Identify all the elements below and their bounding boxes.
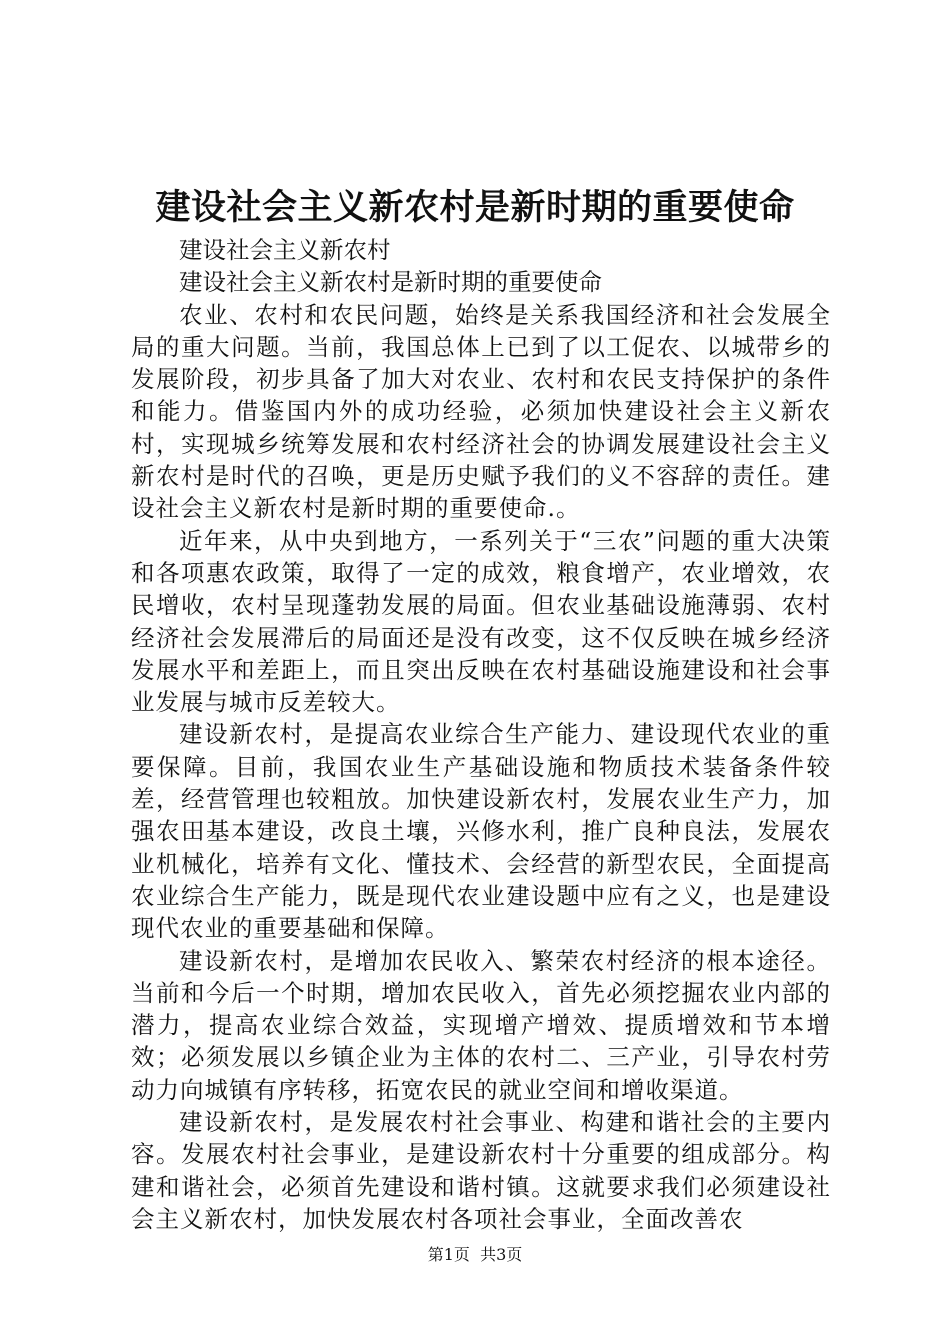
paragraph: 近年来，从中央到地方，一系列关于“三农”问题的重大决策和各项惠农政策，取得了一定的成效，粮食增产，农业增效，农民增收，农村呈现蓬勃发展的局面。但农业基础设施薄弱、农村经济社会发展滞后的局面还是没有改变，这不仅反映在城乡经济发展水平和差距上，而且突出反映在农村基础设施建设和社会事业发展与城市反差较大。: [131, 526, 831, 717]
paragraph: 农业、农村和农民问题，始终是关系我国经济和社会发展全局的重大问题。当前，我国总体上已到了以工促农、以城带乡的发展阶段，初步具备了加大对农业、农村和农民支持保护的条件和能力。借鉴国内外的成功经验，必须加快建设社会主义新农村，实现城乡统筹发展和农村经济社会的协调发展建设社会主义新农村是时代的召唤，更是历史赋予我们的义不容辞的责任。建设社会主义新农村是新时期的重要使命.。: [131, 300, 831, 523]
page-footer: 第1页 共3页: [427, 1245, 523, 1264]
paragraph: 建设新农村，是增加农民收入、繁荣农村经济的根本途径。当前和今后一个时期，增加农民收入，首先必须挖掘农业内部的潜力，提高农业综合效益，实现增产增效、提质增效和节本增效；必须发展以乡镇企业为主体的农村二、三产业，引导农村劳动力向城镇有序转移，拓宽农民的就业空间和增收渠道。: [131, 946, 831, 1104]
paragraph: 建设新农村，是提高农业综合生产能力、建设现代农业的重要保障。目前，我国农业生产基础设施和物质技术装备条件较差，经营管理也较粗放。加快建设新农村，发展农业生产力，加强农田基本建设，改良土壤，兴修水利，推广良种良法，发展农业机械化，培养有文化、懂技术、会经营的新型农民，全面提高农业综合生产能力，既是现代农业建设题中应有之义，也是建设现代农业的重要基础和保障。: [131, 720, 831, 943]
document-body: [131, 234, 831, 1235]
paragraph: 建设新农村，是发展农村社会事业、构建和谐社会的主要内容。发展农村社会事业，是建设新农村十分重要的组成部分。构建和谐社会，必须首先建设和谐村镇。这就要求我们必须建设社会主义新农村，加快发展农村各项社会事业，全面改善农: [131, 1108, 831, 1233]
document-title: 建设社会主义新农村是新时期的重要使命: [155, 187, 795, 228]
subtitle-line: 建设社会主义新农村: [179, 236, 391, 264]
subtitle-line: 建设社会主义新农村是新时期的重要使命: [179, 268, 602, 297]
